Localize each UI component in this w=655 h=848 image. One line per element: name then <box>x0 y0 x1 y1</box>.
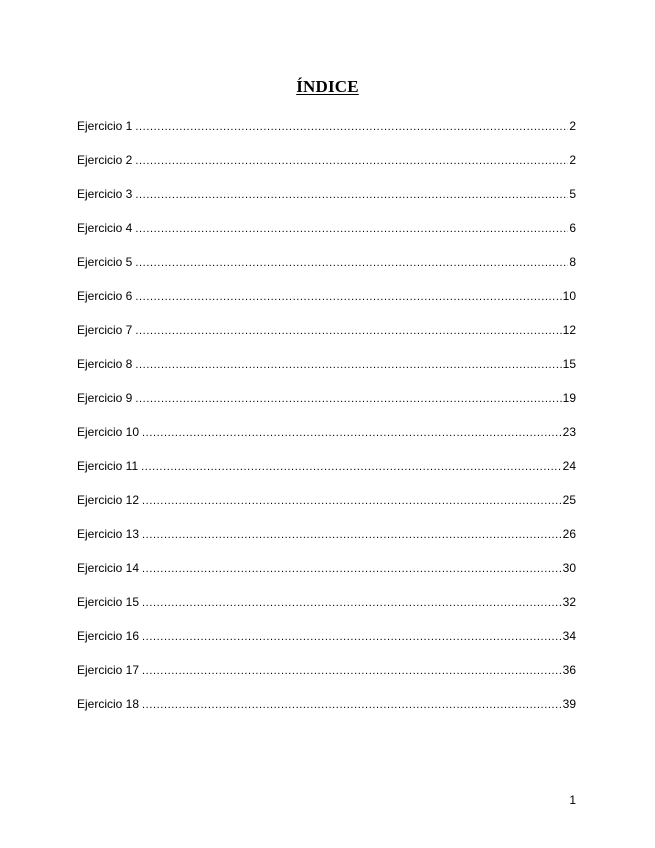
toc-entry[interactable] <box>77 117 576 151</box>
page-title: ÍNDICE <box>296 77 359 96</box>
toc-entry-label: Ejercicio 5 <box>77 255 133 269</box>
toc-dot-leader <box>135 390 561 408</box>
toc-entry[interactable] <box>77 389 576 423</box>
toc-entry-page: 30 <box>562 561 576 575</box>
toc-dot-leader <box>142 560 562 578</box>
toc-dot-leader <box>135 254 568 272</box>
toc-entry-page: 24 <box>562 459 576 473</box>
toc-entry-label: Ejercicio 6 <box>77 289 133 303</box>
toc-entry-page: 34 <box>562 629 576 643</box>
toc-dot-leader <box>135 118 568 136</box>
table-of-contents <box>77 117 576 729</box>
toc-entry-label: Ejercicio 12 <box>77 493 140 507</box>
toc-dot-leader <box>142 424 562 442</box>
toc-entry-label: Ejercicio 16 <box>77 629 140 643</box>
toc-entry-label: Ejercicio 3 <box>77 187 133 201</box>
toc-entry-label: Ejercicio 14 <box>77 561 140 575</box>
toc-dot-leader <box>142 662 562 680</box>
toc-entry-label: Ejercicio 17 <box>77 663 140 677</box>
page-number: 1 <box>569 793 576 807</box>
toc-entry[interactable] <box>77 253 576 287</box>
toc-entry-label: Ejercicio 9 <box>77 391 133 405</box>
toc-dot-leader <box>135 288 561 306</box>
toc-entry[interactable] <box>77 491 576 525</box>
toc-entry-label: Ejercicio 2 <box>77 153 133 167</box>
toc-entry-page: 12 <box>562 323 576 337</box>
toc-dot-leader <box>135 186 568 204</box>
toc-entry-page: 15 <box>562 357 576 371</box>
toc-entry-page: 6 <box>569 221 576 235</box>
toc-entry-page: 19 <box>562 391 576 405</box>
toc-entry[interactable] <box>77 525 576 559</box>
toc-entry-page: 5 <box>569 187 576 201</box>
toc-entry[interactable] <box>77 423 576 457</box>
toc-dot-leader <box>135 220 568 238</box>
toc-entry-label: Ejercicio 4 <box>77 221 133 235</box>
toc-entry[interactable] <box>77 559 576 593</box>
toc-entry[interactable] <box>77 185 576 219</box>
toc-entry[interactable] <box>77 661 576 695</box>
toc-dot-leader <box>142 628 562 646</box>
toc-entry-page: 32 <box>562 595 576 609</box>
toc-dot-leader <box>135 152 568 170</box>
toc-dot-leader <box>142 526 562 544</box>
toc-entry[interactable] <box>77 219 576 253</box>
toc-entry-label: Ejercicio 8 <box>77 357 133 371</box>
toc-entry[interactable] <box>77 287 576 321</box>
toc-entry-page: 10 <box>562 289 576 303</box>
toc-entry-label: Ejercicio 7 <box>77 323 133 337</box>
toc-entry-page: 39 <box>562 697 576 711</box>
toc-entry-page: 2 <box>569 119 576 133</box>
toc-dot-leader <box>142 696 562 714</box>
toc-entry-label: Ejercicio 11 <box>77 459 139 473</box>
toc-entry-page: 25 <box>562 493 576 507</box>
toc-entry-label: Ejercicio 10 <box>77 425 140 439</box>
toc-entry[interactable] <box>77 593 576 627</box>
toc-entry[interactable] <box>77 151 576 185</box>
toc-entry[interactable] <box>77 321 576 355</box>
toc-entry-page: 23 <box>562 425 576 439</box>
toc-entry-page: 2 <box>569 153 576 167</box>
toc-entry[interactable] <box>77 627 576 661</box>
toc-dot-leader <box>142 492 562 510</box>
toc-entry-label: Ejercicio 13 <box>77 527 140 541</box>
toc-dot-leader <box>135 322 561 340</box>
toc-dot-leader <box>135 356 561 374</box>
toc-dot-leader <box>141 458 562 476</box>
toc-entry-label: Ejercicio 15 <box>77 595 140 609</box>
toc-entry-page: 36 <box>562 663 576 677</box>
toc-entry-page: 26 <box>562 527 576 541</box>
toc-entry[interactable] <box>77 457 576 491</box>
toc-entry-page: 8 <box>569 255 576 269</box>
toc-entry[interactable] <box>77 695 576 729</box>
toc-entry-label: Ejercicio 1 <box>77 119 133 133</box>
toc-dot-leader <box>142 594 562 612</box>
toc-entry[interactable] <box>77 355 576 389</box>
toc-entry-label: Ejercicio 18 <box>77 697 140 711</box>
